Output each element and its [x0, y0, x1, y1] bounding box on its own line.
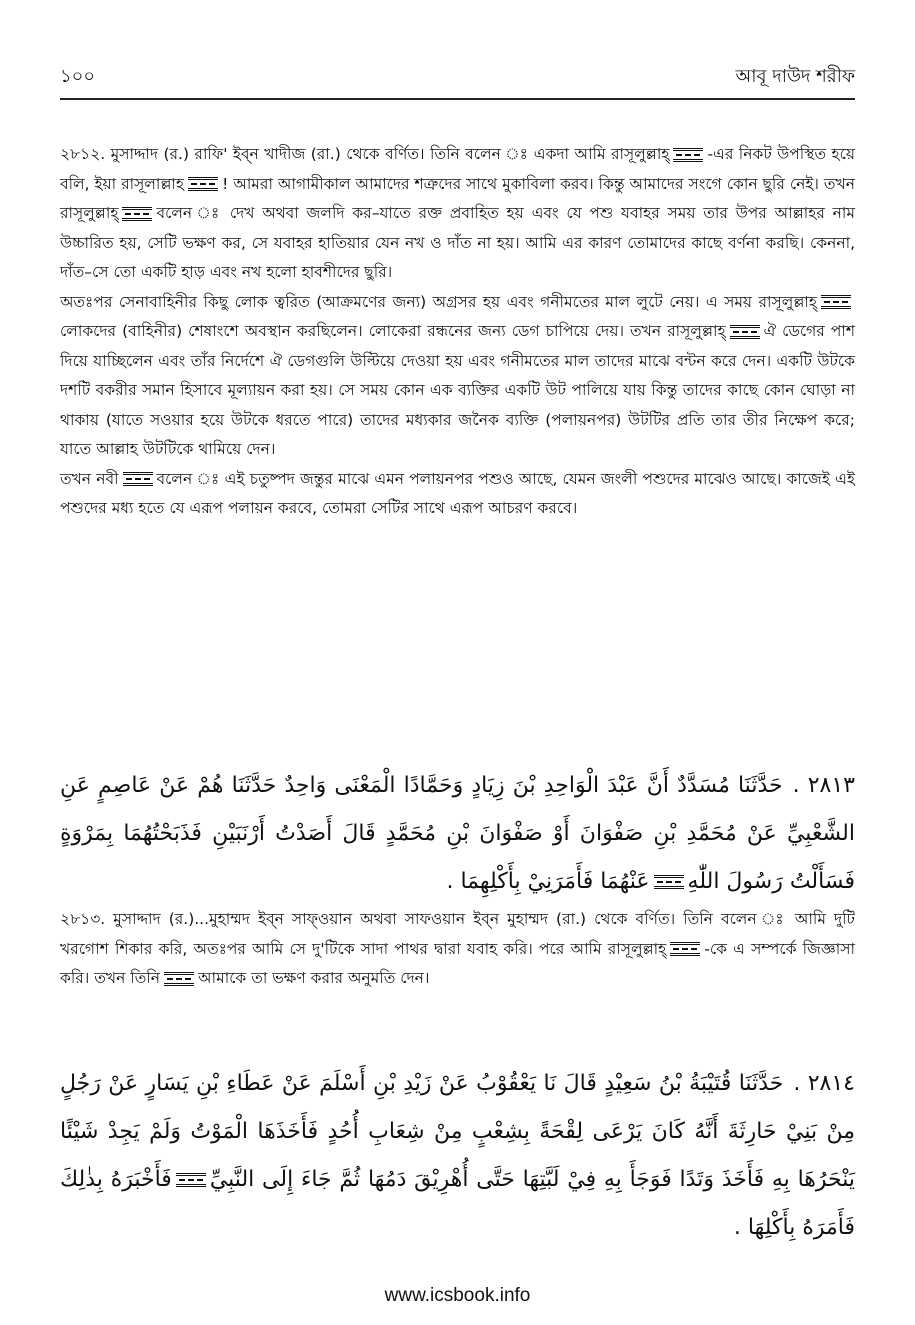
salawat-icon	[730, 325, 760, 339]
header-divider	[60, 98, 855, 100]
salawat-icon	[821, 295, 851, 309]
hadith-2813-arabic: ٢٨١٣ .حَدَّثَنَا مُسَدَّدٌ أَنَّ عَبْدَ الْوَاحِدِ بْنَ زِيَادٍ وَحَمَّادًا الْمَعْنَى وَاحِدٌ حَدَّثَنَا هُمْ عَنْ عَاصِمٍ عَنِ الشَّعْبِيِّ عَنْ مُحَمَّدِ بْنِ صَفْوَانَ أَوْ صَفْوَانَ بْنِ مُحَمَّدٍ قَالَ أَصَدْتُ أَرْنَبَيْنِ فَذَبَحْتُهُمَا بِمَرْوَةٍ فَسَأَلْتُ رَسُولَ اللّٰهِعَنْهُمَا فَأَمَرَنِيْ بِأَكْلِهِمَا .	[60, 773, 855, 894]
salawat-icon	[122, 207, 152, 221]
footer-url: www.icsbook.info	[384, 1285, 531, 1306]
hadith-2814-arabic: ٢٨١٤ .حَدَّثَنَا قُتَيْبَةُ بْنُ سَعِيْدٍ قَالَ نَا يَعْقُوْبُ عَنْ زَيْدِ بْنِ أَسْلَمَ عَنْ عَطَاءِ بْنِ يَسَارٍ عَنْ رَجُلٍ مِنْ بَنِيْ حَارِثَةَ أَنَّهُ كَانَ يَرْعَى لِقْحَةً بِشِعْبٍ مِنْ شِعَابِ أُحُدٍ فَأَخَذَهَا الْمَوْتُ وَلَمْ يَجِدْ شَيْئًا يَنْحَرُهَا بِهِ فَأَخَذَ وَتَدًا فَوَجَأَ بِهِ فِيْ لَبَّتِهَا حَتَّى أُهْرِيْقَ دَمُهَا ثُمَّ جَاءَ إِلَى النَّبِيِّفَأَخْبَرَهُ بِذٰلِكَ فَأَمَرَهُ بِأَكْلِهَا .	[60, 1071, 855, 1240]
salawat-icon	[670, 942, 700, 956]
arabic-hadith-number: ٢٨١٣ .	[792, 773, 855, 798]
salawat-icon	[654, 875, 684, 889]
page-header	[60, 62, 855, 98]
hadith-2812-paragraph-1: ২৮১২. মুসাদ্দাদ (র.) রাফি' ইব্‌ন খাদীজ (রা.) থেকে বর্ণিত। তিনি বলেন ঃ একদা আমি রাসূলুল্লাহ্ -এর নিকট উপস্থিত হয়ে বলি, ইয়া রাসূলাল্লাহ ! আমরা আগামীকাল আমাদের শত্রুদের সাথে মুকাবিলা করব। কিন্তু আমাদের সংগে কোন ছুরি নেই। তখন রাসূলুল্লাহ্ বলেন ঃ দেখ অথবা জলদি কর–যাতে রক্ত প্রবাহিত হয় এবং যে পশু যবাহর সময় তার উপর আল্লাহর নাম উচ্চারিত হয়, সেটি ভক্ষণ কর, সে যবাহর হাতিয়ার যেন নখ ও দাঁত না হয়। আমি এর কারণ তোমাদের কাছে বর্ণনা করছি। কেননা, দাঁত–সে তো একটি হাড় এবং নখ হলো হাবশীদের ছুরি।	[60, 145, 856, 281]
page-number: ১০০	[60, 66, 96, 87]
salawat-icon	[164, 972, 194, 986]
arabic-hadith-number: ٢٨١٤ .	[793, 1071, 855, 1096]
hadith-2813-bangla: ২৮১৩. মুসাদ্দাদ (র.)...মুহাম্মদ ইব্‌ন সাফ্‌ওয়ান অথবা সাফওয়ান ইব্‌ন মুহাম্মদ (রা.) থেকে বর্ণিত। তিনি বলেন ঃ আমি দুটি খরগোশ শিকার করি, অতঃপর আমি সে দু'টিকে সাদা পাথর দ্বারা যবাহ করি। পরে আমি রাসূলুল্লাহ্ -কে এ সম্পর্কে জিজ্ঞাসা করি। তখন তিনি আমাকে তা ভক্ষণ করার অনুমতি দেন।	[60, 910, 855, 987]
hadith-2812-bangla	[60, 140, 855, 524]
salawat-icon	[176, 1173, 206, 1187]
hadith-2812-paragraph-3: তখন নবী বলেন ঃ এই চতুষ্পদ জন্তুর মাঝে এমন পলায়নপর পশুও আছে, যেমন জংলী পশুদের মাঝেও আছে। কাজেই এই পশুদের মধ্য হতে যে এরূপ পলায়ন করবে, তোমরা সেটির সাথে এরূপ আচরণ করবে।	[60, 469, 855, 517]
salawat-icon	[673, 148, 703, 162]
salawat-icon	[123, 472, 153, 486]
hadith-2812-paragraph-2: অতঃপর সেনাবাহিনীর কিছু লোক ত্বরিত (আক্রমণের জন্য) অগ্রসর হয় এবং গনীমতের মাল লুটে নেয়। এ সময় রাসূলুল্লাহ্লোকদের (বাহিনীর) শেষাংশে অবস্থান করছিলেন। লোকেরা রন্ধনের জন্য ডেগ চাপিয়ে দেয়। তখন রাসূলুল্লাহ্ ঐ ডেগের পাশ দিয়ে যাচ্ছিলেন এবং তাঁর নির্দেশে ঐ ডেগগুলি উল্টিয়ে দেওয়া হয় এবং গনীমতের মাল তাদের মাঝে বন্টন করে দেন। একটি উটকে দশটি বকরীর সমান হিসাবে মূল্যায়ন করা হয়। সে সময় কোন এক ব্যক্তির একটি উট পালিয়ে যায় কিন্তু তাদের কাছে কোন ঘোড়া না থাকায় (যাতে সওয়ার হয়ে উটকে ধরতে পারে) তাদের মধ্যকার জনৈক ব্যক্তি (পলায়নপর) উটটির প্রতি তার তীর নিক্ষেপ করে; যাতে আল্লাহ উটটিকে থামিয়ে দেন।	[60, 292, 856, 458]
salawat-icon	[188, 177, 218, 191]
book-title: আবূ দাউদ শরীফ	[735, 66, 855, 87]
